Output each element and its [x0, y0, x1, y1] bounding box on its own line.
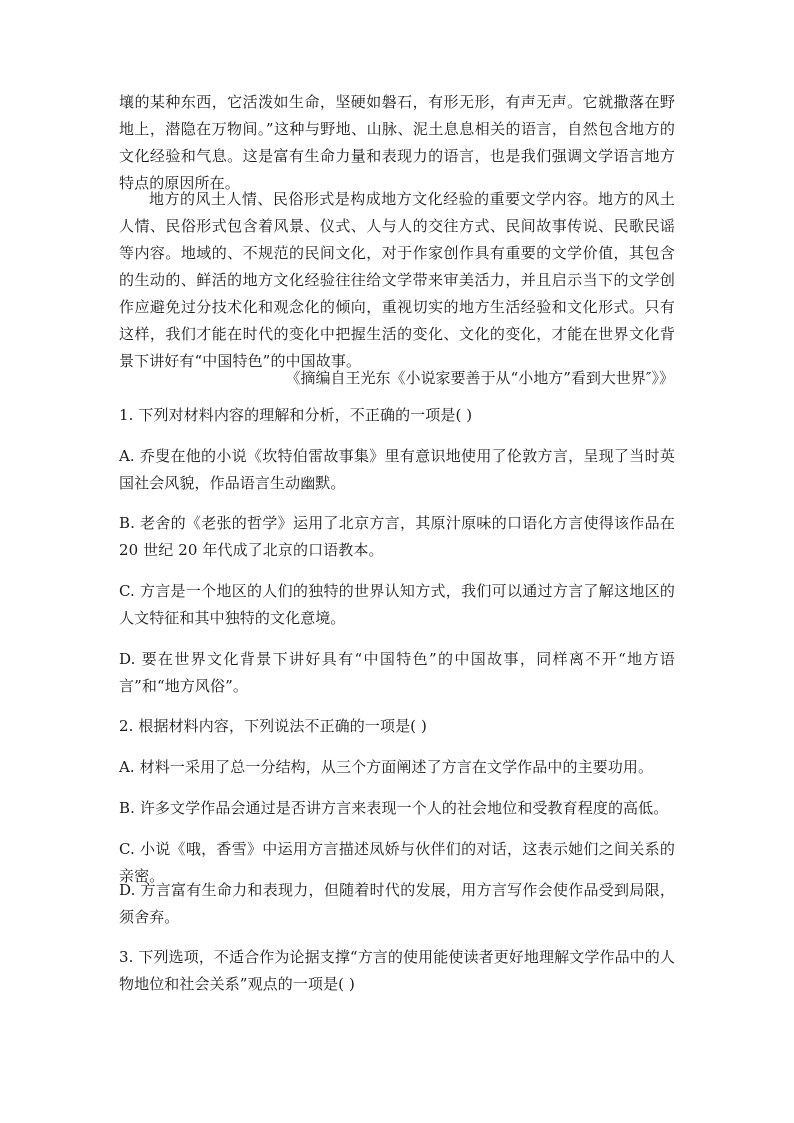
- passage-paragraph-1: 壤的某种东西，它活泼如生命，坚硬如磐石，有形无形，有声无声。它就撒落在野地上，潜隐在万物间。”这种与野地、山脉、泥土息息相关的语言，自然包含地方的文化经验和气息。这是富有生命力量和表现力的语言，也是我们强调文学语言地方特点的原因所在。: [119, 93, 675, 192]
- question-1-option-a: A. 乔叟在他的小说《坎特伯雷故事集》里有意识地使用了伦敦方言，呈现了当时英国社会风貌，作品语言生动幽默。: [119, 447, 675, 492]
- question-2-option-b: B. 许多文学作品会通过是否讲方言来表现一个人的社会地位和受教育程度的高低。: [119, 799, 669, 817]
- question-2-option-a: A. 材料一采用了总一分结构，从三个方面阐述了方言在文学作品中的主要功用。: [119, 758, 654, 776]
- question-2-stem: 2. 根据材料内容，下列说法不正确的一项是( ): [119, 717, 427, 735]
- passage-source: 《摘编自王光东《小说家要善于从“小地方”看到大世界″》》: [285, 369, 674, 387]
- question-1-option-c: C. 方言是一个地区的人们的独特的世界认知方式，我们可以通过方言了解这地区的人文特征和其中独特的文化意境。: [119, 582, 675, 627]
- question-2-option-c: C. 小说《哦，香雪》中运用方言描述凤娇与伙伴们的对话，这表示她们之间关系的亲密。: [119, 840, 675, 885]
- question-1-option-b: B. 老舍的《老张的哲学》运用了北京方言，其原汁原味的口语化方言使得该作品在 20 世纪 20 年代成了北京的口语教本。: [119, 514, 675, 559]
- question-1-stem: 1. 下列对材料内容的理解和分析，不正确的一项是( ): [119, 406, 473, 424]
- question-2-option-d: D. 方言富有生命力和表现力，但随着时代的发展，用方言写作会使作品受到局限，须舍弃。: [119, 881, 675, 926]
- question-1-option-d: D. 要在世界文化背景下讲好具有“中国特色”的中国故事，同样离不开“地方语言”和“地方风俗”。: [119, 650, 675, 695]
- passage-paragraph-2: 地方的风土人情、民俗形式是构成地方文化经验的重要文学内容。地方的风土人情、民俗形式包含着风景、仪式、人与人的交往方式、民间故事传说、民歌民谣等内容。地域的、不规范的民间文化，对于作家创作具有重要的文学价值，其包含的生动的、鲜活的地方文化经验往往给文学带来审美活力，并且启示当下的文学创作应避免过分技术化和观念化的倾向，重视切实的地方生活经验和文化形式。只有这样，我们才能在时代的变化中把握生活的变化、文化的变化，才能在世界文化背景下讲好有“中国特色”的中国故事。: [119, 190, 675, 370]
- question-3-stem: 3. 下列选项，不适合作为论据支撑“方言的使用能使读者更好地理解文学作品中的人物地位和社会关系”观点的一项是( ): [119, 948, 675, 993]
